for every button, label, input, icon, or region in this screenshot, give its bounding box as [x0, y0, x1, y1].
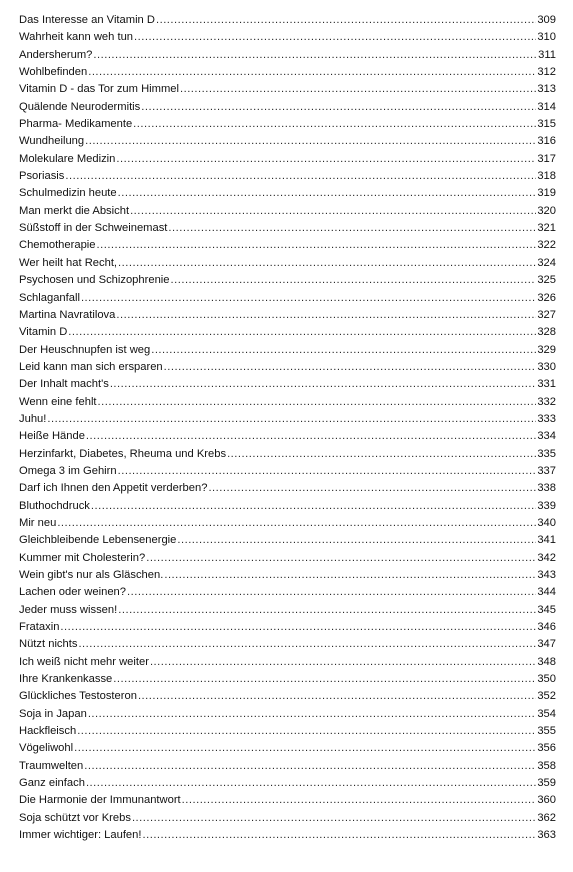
toc-entry-page-number: 320 — [537, 204, 556, 217]
toc-entry — [19, 532, 556, 549]
toc-entry-title: Darf ich Ihnen den Appetit verderben? — [19, 482, 208, 495]
dot-leader — [118, 602, 536, 619]
toc-entry-page-number: 314 — [537, 100, 556, 113]
toc-entry-title: Vitamin D — [19, 326, 68, 339]
dot-leader — [150, 654, 536, 671]
toc-entry — [19, 480, 556, 497]
toc-entry-page-number: 356 — [537, 742, 556, 755]
dot-leader — [164, 359, 537, 376]
toc-entry-title: Wenn eine fehlt — [19, 395, 97, 408]
dot-leader — [68, 324, 536, 341]
toc-entry — [19, 636, 556, 653]
toc-entry — [19, 220, 556, 237]
toc-entry-page-number: 340 — [537, 516, 556, 529]
dot-leader — [91, 498, 536, 515]
toc-entry — [19, 12, 556, 29]
dot-leader — [81, 290, 536, 307]
toc-entry-page-number: 354 — [537, 707, 556, 720]
toc-entry-page-number: 324 — [537, 256, 556, 269]
toc-entry-page-number: 339 — [537, 499, 556, 512]
toc-entry-title: Schlaganfall — [19, 291, 80, 304]
toc-entry-title: Psoriasis — [19, 170, 65, 183]
toc-entry-page-number: 310 — [537, 31, 556, 44]
toc-entry-page-number: 358 — [537, 759, 556, 772]
toc-entry-page-number: 360 — [537, 794, 556, 807]
toc-entry-page-number: 350 — [537, 673, 556, 686]
toc-entry-title: Schulmedizin heute — [19, 187, 117, 200]
dot-leader — [74, 740, 536, 757]
dot-leader — [130, 203, 536, 220]
toc-entry-title: Bluthochdruck — [19, 499, 90, 512]
toc-entry-page-number: 347 — [537, 638, 556, 651]
dot-leader — [132, 810, 536, 827]
toc-entry-title: Man merkt die Absicht — [19, 204, 130, 217]
dot-leader — [84, 758, 536, 775]
toc-entry-title: Ganz einfach — [19, 777, 85, 790]
toc-entry — [19, 428, 556, 445]
toc-entry-title: Juhu! — [19, 412, 47, 425]
dot-leader — [47, 411, 536, 428]
dot-leader — [65, 168, 536, 185]
dot-leader — [138, 688, 536, 705]
dot-leader — [110, 376, 537, 393]
toc-entry — [19, 359, 556, 376]
toc-entry — [19, 81, 556, 98]
toc-entry-page-number: 325 — [537, 274, 556, 287]
toc-entry — [19, 47, 556, 64]
toc-entry — [19, 151, 556, 168]
toc-entry-title: Das Interesse an Vitamin D — [19, 14, 155, 26]
toc-entry — [19, 376, 556, 393]
toc-entry-page-number: 327 — [537, 308, 556, 321]
dot-leader — [208, 480, 536, 497]
toc-entry-title: Glückliches Testosteron — [19, 690, 137, 703]
toc-entry-page-number: 318 — [537, 170, 556, 183]
dot-leader — [93, 47, 537, 64]
toc-entry-title: Frataxin — [19, 621, 60, 634]
toc-entry-page-number: 346 — [537, 621, 556, 634]
toc-entry — [19, 446, 556, 463]
toc-entry — [19, 706, 556, 723]
toc-entry-title: Pharma- Medikamente — [19, 118, 133, 131]
toc-entry-page-number: 345 — [537, 603, 556, 616]
toc-entry — [19, 64, 556, 81]
toc-entry-title: Quälende Neurodermitis — [19, 100, 141, 113]
toc-entry-title: Soja schützt vor Krebs — [19, 811, 131, 824]
table-of-contents — [19, 12, 556, 845]
toc-entry-page-number: 342 — [537, 551, 556, 564]
toc-entry-page-number: 362 — [537, 811, 556, 824]
toc-entry-page-number: 363 — [537, 829, 556, 842]
toc-entry-title: Süßstoff in der Schweinemast — [19, 222, 168, 235]
toc-entry-title: Chemotherapie — [19, 239, 96, 252]
dot-leader — [116, 151, 536, 168]
toc-entry-page-number: 330 — [537, 360, 556, 373]
toc-entry — [19, 29, 556, 46]
dot-leader — [57, 515, 536, 532]
toc-entry — [19, 654, 556, 671]
toc-entry-title: Gleichbleibende Lebensenergie — [19, 534, 177, 547]
toc-entry — [19, 515, 556, 532]
toc-entry-title: Wundheilung — [19, 135, 85, 148]
dot-leader — [116, 307, 536, 324]
toc-entry — [19, 567, 556, 584]
toc-entry — [19, 133, 556, 150]
toc-entry-title: Immer wichtiger: Laufen! — [19, 829, 142, 842]
toc-entry-title: Wer heilt hat Recht, — [19, 256, 118, 269]
dot-leader — [97, 237, 537, 254]
toc-entry-page-number: 315 — [537, 118, 556, 131]
toc-entry-page-number: 317 — [537, 152, 556, 165]
toc-entry-page-number: 332 — [537, 395, 556, 408]
toc-entry — [19, 255, 556, 272]
toc-entry — [19, 758, 556, 775]
dot-leader — [118, 185, 537, 202]
toc-entry-page-number: 331 — [537, 378, 556, 391]
dot-leader — [146, 550, 536, 567]
dot-leader — [118, 463, 537, 480]
toc-entry-page-number: 337 — [537, 464, 556, 477]
toc-entry-title: Kummer mit Cholesterin? — [19, 551, 146, 564]
toc-entry-title: Herzinfarkt, Diabetes, Rheuma und Krebs — [19, 447, 227, 460]
dot-leader — [118, 255, 536, 272]
toc-entry — [19, 394, 556, 411]
dot-leader — [133, 116, 536, 133]
toc-entry — [19, 550, 556, 567]
toc-entry — [19, 775, 556, 792]
toc-entry-title: Wein gibt's nur als Gläschen. — [19, 569, 164, 581]
toc-entry-page-number: 343 — [537, 569, 556, 581]
dot-leader — [151, 342, 536, 359]
toc-entry — [19, 671, 556, 688]
toc-entry — [19, 810, 556, 827]
toc-entry-page-number: 333 — [537, 412, 556, 425]
toc-entry-title: Martina Navratilova — [19, 308, 116, 321]
toc-entry — [19, 602, 556, 619]
toc-entry — [19, 827, 556, 844]
toc-entry-page-number: 355 — [537, 725, 556, 738]
toc-entry-page-number: 311 — [538, 48, 556, 61]
toc-entry-title: Wohlbefinden — [19, 66, 88, 79]
toc-entry-page-number: 348 — [537, 655, 556, 668]
toc-entry-page-number: 335 — [537, 447, 556, 460]
dot-leader — [134, 29, 536, 46]
toc-entry-page-number: 341 — [537, 534, 556, 547]
toc-entry-page-number: 334 — [537, 430, 556, 443]
dot-leader — [113, 671, 536, 688]
dot-leader — [177, 532, 536, 549]
toc-entry — [19, 116, 556, 133]
toc-entry-title: Soja in Japan — [19, 707, 87, 720]
toc-entry — [19, 168, 556, 185]
toc-entry — [19, 498, 556, 515]
toc-entry — [19, 740, 556, 757]
toc-entry — [19, 290, 556, 307]
dot-leader — [168, 220, 536, 237]
toc-entry — [19, 619, 556, 636]
toc-entry — [19, 688, 556, 705]
toc-entry-title: Jeder muss wissen! — [19, 603, 118, 616]
dot-leader — [156, 12, 536, 29]
dot-leader — [141, 99, 536, 116]
toc-entry-page-number: 316 — [537, 135, 556, 148]
toc-entry-title: Traumwelten — [19, 759, 84, 772]
toc-entry-page-number: 359 — [537, 777, 556, 790]
toc-entry-page-number: 313 — [537, 83, 556, 96]
dot-leader — [182, 792, 537, 809]
toc-entry — [19, 792, 556, 809]
toc-entry — [19, 584, 556, 601]
dot-leader — [85, 133, 536, 150]
toc-entry — [19, 411, 556, 428]
toc-entry-page-number: 322 — [537, 239, 556, 252]
toc-entry-page-number: 344 — [537, 586, 556, 599]
toc-entry-title: Die Harmonie der Immunantwort — [19, 794, 181, 807]
toc-entry-page-number: 312 — [537, 66, 556, 79]
toc-entry-page-number: 309 — [537, 14, 556, 26]
toc-entry-page-number: 329 — [537, 343, 556, 356]
dot-leader — [86, 775, 536, 792]
toc-entry-title: Der Heuschnupfen ist weg — [19, 343, 151, 356]
toc-entry-title: Omega 3 im Gehirn — [19, 464, 117, 477]
toc-entry-page-number: 319 — [537, 187, 556, 200]
toc-entry — [19, 185, 556, 202]
toc-entry-page-number: 338 — [537, 482, 556, 495]
toc-entry-title: Leid kann man sich ersparen — [19, 360, 163, 373]
dot-leader — [78, 636, 536, 653]
dot-leader — [164, 567, 536, 584]
dot-leader — [77, 723, 536, 740]
toc-entry — [19, 324, 556, 341]
toc-entry-title: Heiße Hände — [19, 430, 85, 443]
toc-entry — [19, 99, 556, 116]
toc-entry-page-number: 321 — [537, 222, 556, 235]
toc-entry-title: Andersherum? — [19, 48, 93, 61]
toc-entry-title: Vitamin D - das Tor zum Himmel — [19, 83, 179, 96]
toc-entry-title: Vögeliwohl — [19, 742, 74, 755]
dot-leader — [227, 446, 536, 463]
toc-entry — [19, 307, 556, 324]
toc-entry — [19, 272, 556, 289]
toc-entry-title: Psychosen und Schizophrenie — [19, 274, 170, 287]
dot-leader — [60, 619, 536, 636]
toc-entry — [19, 237, 556, 254]
toc-entry — [19, 723, 556, 740]
dot-leader — [143, 827, 537, 844]
dot-leader — [86, 428, 536, 445]
toc-entry-title: Hackfleisch — [19, 725, 77, 738]
dot-leader — [98, 394, 537, 411]
toc-entry-page-number: 326 — [537, 291, 556, 304]
toc-entry-title: Ich weiß nicht mehr weiter — [19, 655, 149, 668]
dot-leader — [180, 81, 536, 98]
dot-leader — [88, 706, 537, 723]
toc-entry — [19, 463, 556, 480]
toc-entry-page-number: 352 — [537, 690, 556, 703]
dot-leader — [127, 584, 536, 601]
toc-entry-title: Der Inhalt macht's — [19, 378, 109, 391]
toc-entry — [19, 203, 556, 220]
toc-entry-title: Ihre Krankenkasse — [19, 673, 113, 686]
toc-entry-page-number: 328 — [537, 326, 556, 339]
dot-leader — [88, 64, 536, 81]
dot-leader — [171, 272, 537, 289]
toc-entry-title: Lachen oder weinen? — [19, 586, 126, 599]
toc-entry — [19, 342, 556, 359]
toc-entry-title: Wahrheit kann weh tun — [19, 31, 134, 44]
toc-entry-title: Mir neu — [19, 516, 57, 529]
toc-entry-title: Nützt nichts — [19, 638, 78, 651]
toc-entry-title: Molekulare Medizin — [19, 152, 116, 165]
